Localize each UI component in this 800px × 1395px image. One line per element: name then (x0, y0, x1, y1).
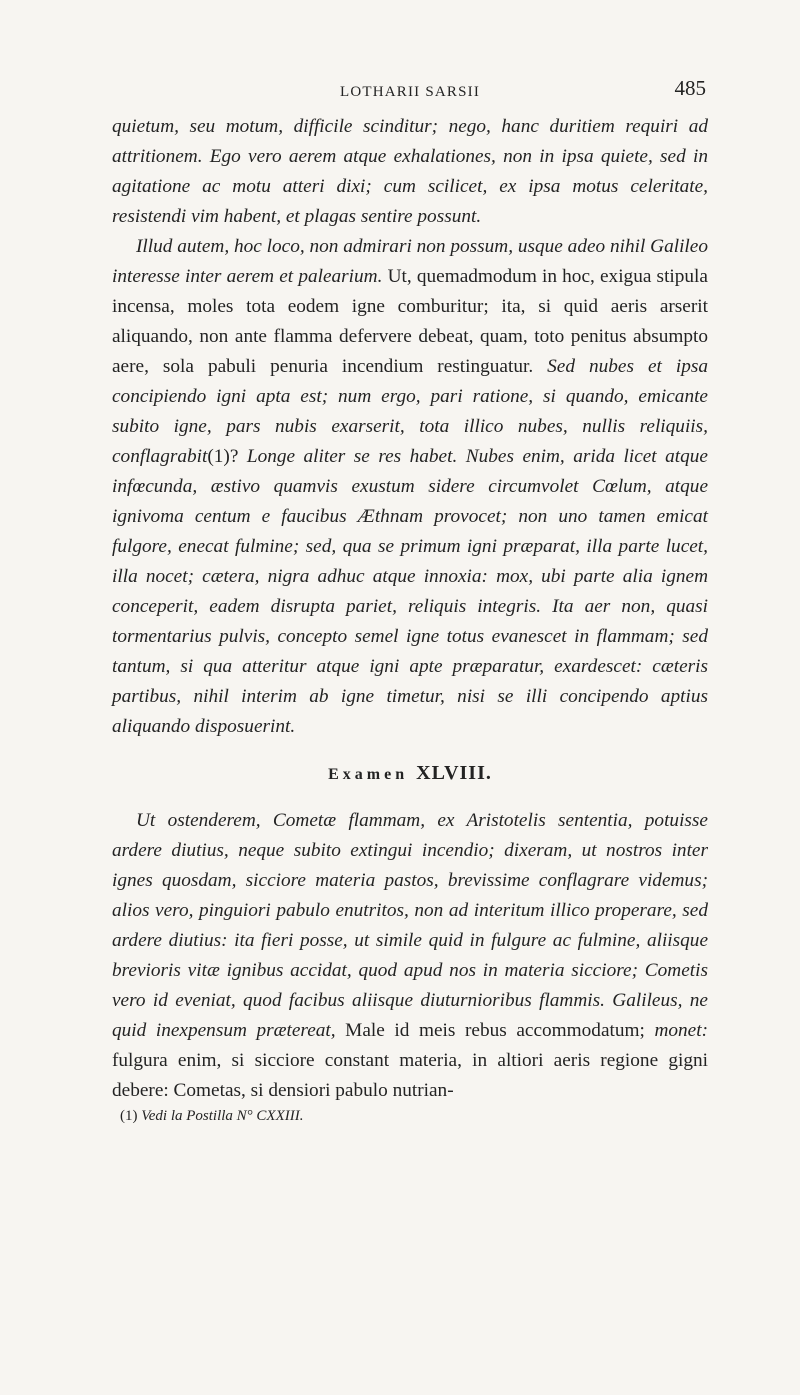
text-run: Sed nubes et ipsa concipiendo igni apta est; num ergo, pari ratione, si quando, emicante subito igne, pars nubis exarserit, tota illico nubes, nullis reliquiis, conflagrabit (112, 356, 708, 467)
text-run: fulgura enim, si sicciore constant materia, in altiori aeris regione gigni debere: Cometas, si densiori pabulo nutrian- (112, 1050, 708, 1101)
section-title-label: Examen (328, 766, 409, 783)
paragraph-1 (112, 112, 708, 232)
page-header (112, 0, 708, 112)
footnote-mark: (1) (120, 1108, 138, 1124)
paragraph-2 (112, 232, 708, 742)
page-number: 485 (674, 76, 706, 100)
text-run: quietum, seu motum, difficile scinditur; nego, hanc duritiem requiri ad attritionem. Ego vero aerem atque exhalationes, non in ipsa quiete, sed in agitatione ac motu atteri dixi; cum scilicet, ex ipsa motus celeritate, resistendi vim habent, et plagas sentire possunt. (112, 116, 708, 227)
section-title-number: XLVIII. (416, 762, 492, 784)
text-run: Ut, quemadmodum in hoc, exigua stipula incensa, moles tota eodem igne comburitur; ita, si quid aeris arserit aliquando, non ante flamma defervere debeat, quam, toto penitus absumpto aere, sola pabuli penuria incendium restinguatur. (112, 266, 708, 377)
running-head: LOTHARII SARSII (339, 84, 481, 100)
paragraph-3 (112, 806, 708, 1106)
text-run: Ut ostenderem, Cometæ flammam, ex Aristotelis sententia, potuisse ardere diutius, neque subito extingui incendio; dixeram, ut nostros inter ignes quosdam, sicciore materia pastos, brevissime conflagrare videmus; alios vero, pinguiori pabulo enutritos, non ad interitum illico properare, sed ardere diutius: ita fieri posse, ut simile quid in fulgure ac fulmine, aliisque brevioris vitæ ignibus accidat, quod apud nos in materia sicciore; Cometis vero id eveniat, quod facibus aliisque diuturnioribus flammis. Galileus, ne quid inexpensum prætereat, (112, 810, 708, 1041)
text-run: Male id meis rebus accommodatum; (335, 1020, 655, 1041)
footnote-reference: (1)? (207, 446, 247, 467)
section-title (112, 758, 708, 790)
footnote-text: Vedi la Postilla N° CXXIII. (141, 1108, 304, 1124)
text-run: Longe aliter se res habet. Nubes enim, arida licet atque infœcunda, æstivo quamvis exustum sidere circumvolet Cœlum, atque ignivoma centum e faucibus Æthnam provocet; non uno tamen emicat fulgore, enecat fulmine; sed, qua se primum igni præparat, illa parte lucet, illa nocet; cætera, nigra adhuc atque innoxia: mox, ubi parte alia ignem conceperit, eadem disrupta pariet, reliquis integris. Ita aer non, quasi tormentarius pulvis, concepto semel igne totus evanescet in flammam; sed tantum, si qua atteritur atque igni apte præparatur, exardescet: cæteris partibus, nihil interim ab igne timetur, nisi se illi concipendo aptius aliquando disposuerint. (112, 446, 708, 737)
text-run: monet: (654, 1020, 708, 1041)
book-page (112, 0, 708, 1395)
text-run: Illud autem, hoc loco, non admirari non possum, usque adeo nihil Galileo interesse inter aerem et palearium. (112, 236, 708, 287)
page-body (112, 112, 708, 1106)
footnote (112, 1108, 708, 1125)
